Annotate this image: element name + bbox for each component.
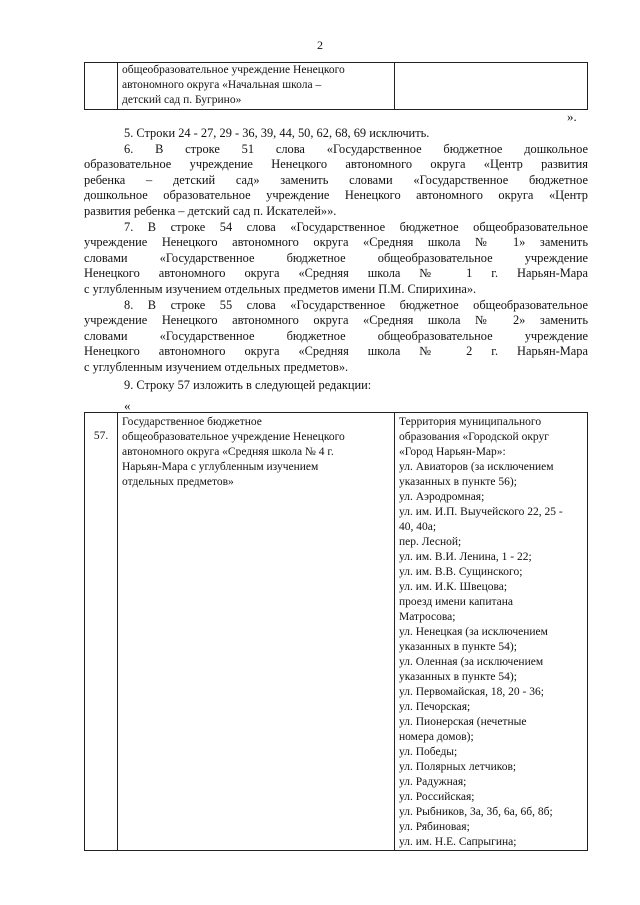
territory-line: ул. Печорская; <box>399 701 471 713</box>
paragraph-line: Ненецкого автономного округа «Средняя школа № 1 г. Нарьян-Мара <box>84 266 588 281</box>
territory-line: ул. Радужная; <box>399 776 467 788</box>
territory-line: ул. им. И.П. Выучейского 22, 25 - <box>399 506 563 518</box>
territory-line: ул. Победы; <box>399 746 458 758</box>
territory-line: ул. им. В.И. Ленина, 1 - 22; <box>399 551 532 563</box>
paragraph-line: 7. В строке 54 слова «Государственное бюджетное общеобразовательное <box>124 220 588 234</box>
paragraph-line: словами «Государственное бюджетное общеобразовательное учреждение <box>84 328 588 343</box>
territory-line: ул. Авиаторов (за исключением <box>399 461 554 473</box>
paragraph-9: 9. Строку 57 изложить в следующей редакции: <box>124 378 372 392</box>
territory-line: указанных в пункте 54); <box>399 671 517 683</box>
territory-line: ул. Рябиновая; <box>399 821 470 833</box>
paragraph-line: с углубленным изучением отдельных предметов». <box>84 359 349 374</box>
territory-line: Матросова; <box>399 611 456 623</box>
paragraph-line: с углубленным изучением отдельных предметов имени П.М. Спирихина». <box>84 281 477 296</box>
paragraph-5: 5. Строки 24 - 27, 29 - 36, 39, 44, 50, 62, 68, 69 исключить. <box>124 126 430 140</box>
paragraph-6 <box>84 142 588 219</box>
territory-line: ул. Аэродромная; <box>399 491 485 503</box>
paragraph-8 <box>84 298 588 375</box>
paragraph-line: развития ребенка – детский сад п. Искателей»». <box>84 203 337 218</box>
territory-line: Территория муниципального <box>399 416 542 428</box>
paragraph-line: дошкольное образовательное учреждение Ненецкого автономного округа «Центр <box>84 188 588 203</box>
opening-quote: « <box>124 398 131 413</box>
territory-line: ул. Первомайская, 18, 20 - 36; <box>399 686 544 698</box>
paragraph-line: 6. В строке 51 слова «Государственное бюджетное дошкольное <box>124 142 588 156</box>
territory-cell <box>395 413 588 851</box>
row-number-cell <box>85 63 118 110</box>
territory-cell <box>395 63 588 110</box>
territory-line: ул. Полярных летчиков; <box>399 761 517 773</box>
territory-line: номера домов); <box>399 731 474 743</box>
paragraph-line: учреждение Ненецкого автономного округа «Средняя школа № 1» заменить <box>84 235 588 250</box>
paragraph-line: ребенка – детский сад» заменить словами «Государственное бюджетное <box>84 172 588 187</box>
territory-line: «Город Нарьян-Мар»: <box>399 446 506 458</box>
cell-line: общеобразовательное учреждение Ненецкого <box>122 64 345 76</box>
territory-line: ул. Пионерская (нечетные <box>399 716 527 728</box>
paragraph-line: 8. В строке 55 слова «Государственное бюджетное общеобразовательное <box>124 298 588 312</box>
territory-line: образования «Городской округ <box>399 431 549 443</box>
territory-line: ул. Оленная (за исключением <box>399 656 544 668</box>
row-number-cell: 57. <box>85 413 118 851</box>
territory-line: проезд имени капитана <box>399 596 514 608</box>
cell-line: отдельных предметов» <box>122 476 234 488</box>
paragraph-line: образовательное учреждение Ненецкого автономного округа «Центр развития <box>84 157 588 172</box>
paragraph-7 <box>84 220 588 297</box>
territory-line: ул. Ненецкая (за исключением <box>399 626 548 638</box>
table-row <box>85 413 588 851</box>
territory-line: указанных в пункте 56); <box>399 476 517 488</box>
territory-line: ул. им. В.В. Сущинского; <box>399 566 523 578</box>
cell-line: автономного округа «Начальная школа – <box>122 79 322 91</box>
territory-line: ул. им. Н.Е. Сапрыгина; <box>399 836 517 848</box>
paragraph-line: словами «Государственное бюджетное общеобразовательное учреждение <box>84 250 588 265</box>
territory-line: 40, 40а; <box>399 521 437 533</box>
row-57-table <box>84 412 588 851</box>
cell-line: Государственное бюджетное <box>122 416 262 428</box>
school-name-cell <box>118 413 395 851</box>
territory-line: пер. Лесной; <box>399 536 462 548</box>
closing-quote: ». <box>567 109 577 124</box>
school-name-cell <box>118 63 395 110</box>
table-row <box>85 63 588 110</box>
paragraph-line: учреждение Ненецкого автономного округа «Средняя школа № 2» заменить <box>84 313 588 328</box>
cell-line: автономного округа «Средняя школа № 4 г. <box>122 446 334 458</box>
territory-line: ул. Российская; <box>399 791 475 803</box>
cell-line: детский сад п. Бугрино» <box>122 94 242 106</box>
territory-line: ул. им. И.К. Швецова; <box>399 581 508 593</box>
continued-table <box>84 62 588 110</box>
page-number: 2 <box>317 38 323 52</box>
cell-line: Нарьян-Мара с углубленным изучением <box>122 461 319 473</box>
cell-line: общеобразовательное учреждение Ненецкого <box>122 431 345 443</box>
territory-line: ул. Рыбников, 3а, 3б, 6а, 6б, 8б; <box>399 806 553 818</box>
territory-line: указанных в пункте 54); <box>399 641 517 653</box>
paragraph-line: Ненецкого автономного округа «Средняя школа № 2 г. Нарьян-Мара <box>84 344 588 359</box>
